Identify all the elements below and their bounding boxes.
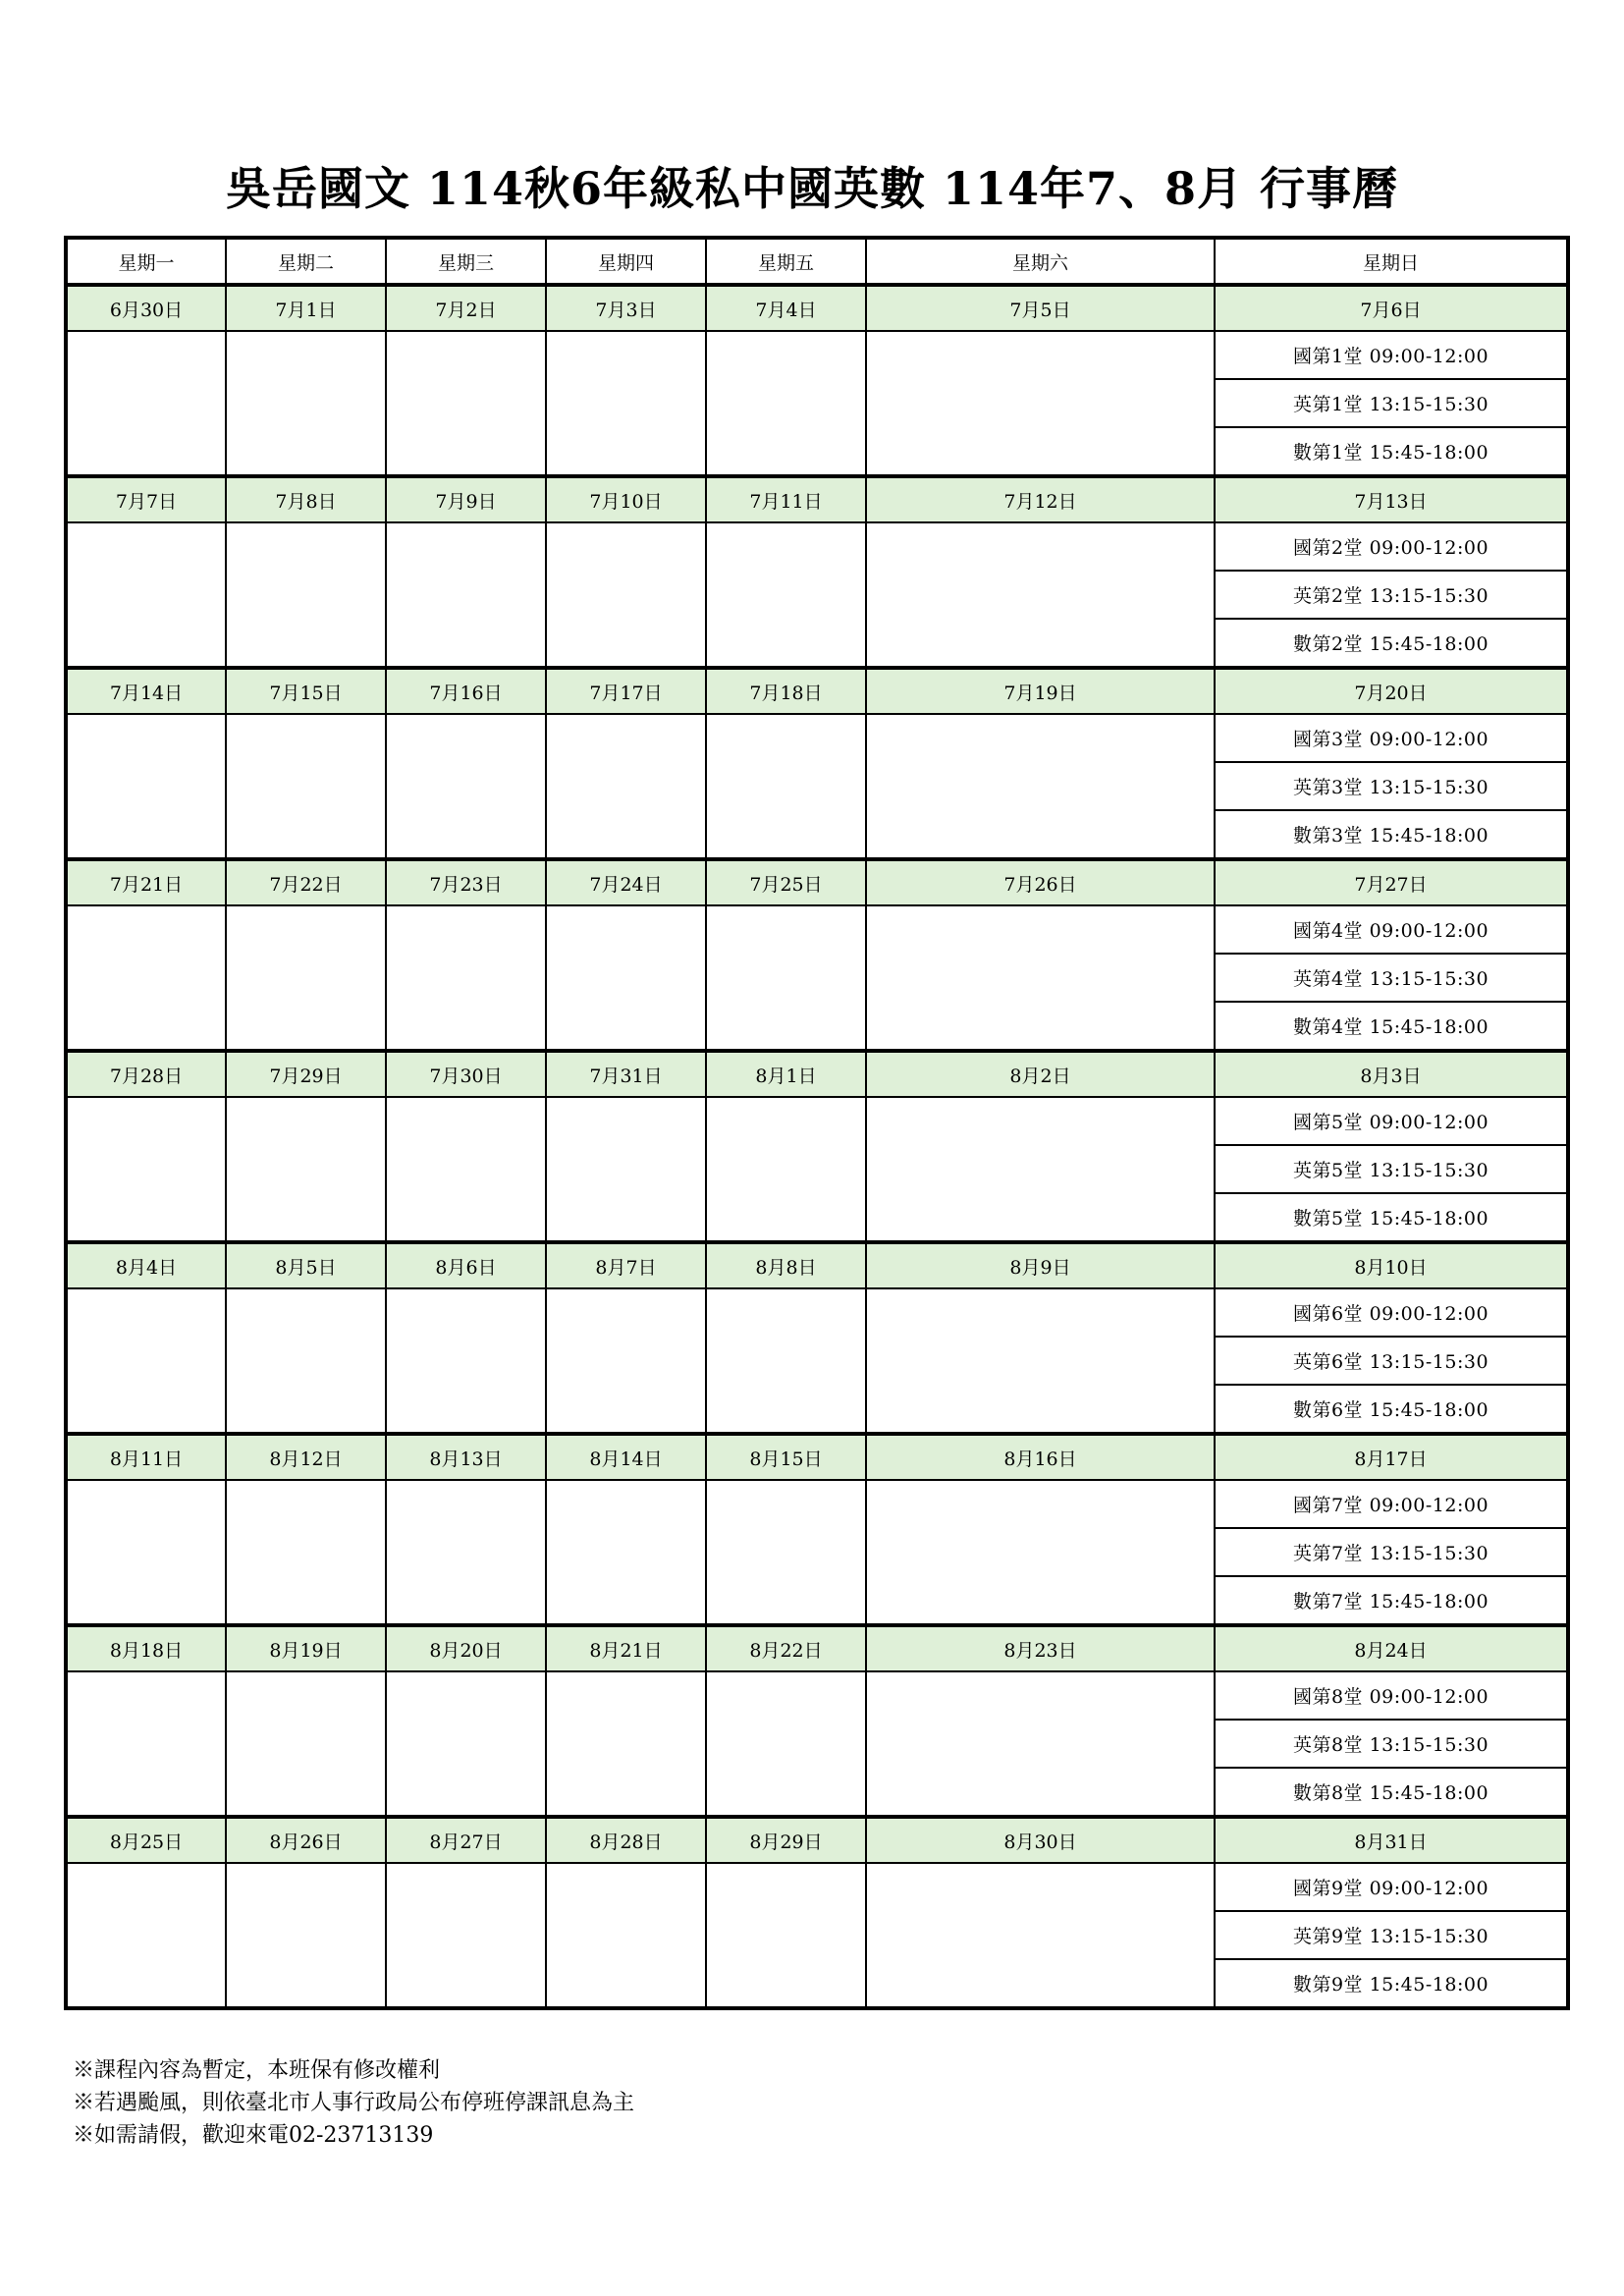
empty-day-cell (386, 714, 546, 859)
empty-day-cell (226, 522, 386, 668)
date-cell: 7月8日 (226, 476, 386, 522)
date-cell: 7月22日 (226, 859, 386, 905)
empty-day-cell (66, 1480, 226, 1625)
date-cell: 7月11日 (706, 476, 866, 522)
course-session-cell: 國第8堂 09:00-12:00 (1215, 1671, 1568, 1720)
date-cell: 7月3日 (546, 285, 706, 331)
date-cell: 7月16日 (386, 668, 546, 714)
date-cell: 8月26日 (226, 1817, 386, 1863)
date-cell: 8月25日 (66, 1817, 226, 1863)
weekday-header-row (66, 238, 1568, 285)
date-cell: 8月14日 (546, 1434, 706, 1480)
weekday-header-fri: 星期五 (706, 238, 866, 285)
empty-day-cell (546, 1097, 706, 1242)
date-cell: 7月10日 (546, 476, 706, 522)
date-cell: 7月25日 (706, 859, 866, 905)
course-session-cell: 國第3堂 09:00-12:00 (1215, 714, 1568, 762)
course-session-cell: 數第2堂 15:45-18:00 (1215, 619, 1568, 668)
date-cell: 7月28日 (66, 1051, 226, 1097)
course-session-cell: 英第7堂 13:15-15:30 (1215, 1528, 1568, 1576)
course-session-cell: 數第8堂 15:45-18:00 (1215, 1768, 1568, 1817)
date-cell: 7月4日 (706, 285, 866, 331)
session-row (66, 522, 1568, 571)
date-cell: 8月16日 (866, 1434, 1215, 1480)
date-cell: 8月11日 (66, 1434, 226, 1480)
empty-day-cell (66, 522, 226, 668)
empty-day-cell (226, 905, 386, 1051)
course-session-cell: 英第2堂 13:15-15:30 (1215, 571, 1568, 619)
empty-day-cell (706, 1863, 866, 2008)
date-cell: 8月17日 (1215, 1434, 1568, 1480)
empty-day-cell (866, 1288, 1215, 1434)
session-row (66, 331, 1568, 379)
week-date-row (66, 668, 1568, 714)
empty-day-cell (66, 331, 226, 476)
date-cell: 7月5日 (866, 285, 1215, 331)
empty-day-cell (706, 714, 866, 859)
empty-day-cell (226, 1671, 386, 1817)
date-cell: 8月20日 (386, 1625, 546, 1671)
course-session-cell: 英第3堂 13:15-15:30 (1215, 762, 1568, 810)
empty-day-cell (66, 714, 226, 859)
empty-day-cell (706, 1671, 866, 1817)
weekday-header-sun: 星期日 (1215, 238, 1568, 285)
page-title: 吳岳國文 114秋6年級私中國英數 114年7、8月 行事曆 (225, 162, 1399, 215)
empty-day-cell (866, 714, 1215, 859)
empty-day-cell (66, 1288, 226, 1434)
empty-day-cell (866, 331, 1215, 476)
date-cell: 8月30日 (866, 1817, 1215, 1863)
date-cell: 7月24日 (546, 859, 706, 905)
empty-day-cell (866, 1671, 1215, 1817)
session-row (66, 714, 1568, 762)
empty-day-cell (706, 1480, 866, 1625)
empty-day-cell (866, 522, 1215, 668)
date-cell: 7月14日 (66, 668, 226, 714)
date-cell: 7月17日 (546, 668, 706, 714)
date-cell: 7月7日 (66, 476, 226, 522)
empty-day-cell (386, 1097, 546, 1242)
empty-day-cell (386, 522, 546, 668)
course-session-cell: 數第4堂 15:45-18:00 (1215, 1002, 1568, 1051)
date-cell: 8月5日 (226, 1242, 386, 1288)
empty-day-cell (386, 905, 546, 1051)
empty-day-cell (546, 714, 706, 859)
date-cell: 6月30日 (66, 285, 226, 331)
empty-day-cell (706, 905, 866, 1051)
course-session-cell: 數第1堂 15:45-18:00 (1215, 427, 1568, 476)
date-cell: 8月22日 (706, 1625, 866, 1671)
empty-day-cell (226, 1097, 386, 1242)
week-date-row (66, 1242, 1568, 1288)
empty-day-cell (226, 714, 386, 859)
empty-day-cell (546, 1863, 706, 2008)
course-session-cell: 數第7堂 15:45-18:00 (1215, 1576, 1568, 1625)
date-cell: 8月19日 (226, 1625, 386, 1671)
empty-day-cell (386, 1863, 546, 2008)
date-cell: 8月18日 (66, 1625, 226, 1671)
session-row (66, 1671, 1568, 1720)
course-session-cell: 數第3堂 15:45-18:00 (1215, 810, 1568, 859)
empty-day-cell (66, 1097, 226, 1242)
course-session-cell: 英第1堂 13:15-15:30 (1215, 379, 1568, 427)
empty-day-cell (866, 1480, 1215, 1625)
date-cell: 7月15日 (226, 668, 386, 714)
empty-day-cell (66, 905, 226, 1051)
course-session-cell: 英第6堂 13:15-15:30 (1215, 1337, 1568, 1385)
empty-day-cell (546, 1671, 706, 1817)
date-cell: 7月27日 (1215, 859, 1568, 905)
date-cell: 8月9日 (866, 1242, 1215, 1288)
weekday-header-tue: 星期二 (226, 238, 386, 285)
date-cell: 8月6日 (386, 1242, 546, 1288)
empty-day-cell (226, 331, 386, 476)
date-cell: 8月23日 (866, 1625, 1215, 1671)
empty-day-cell (546, 1480, 706, 1625)
week-date-row (66, 1817, 1568, 1863)
week-date-row (66, 1051, 1568, 1097)
course-session-cell: 國第2堂 09:00-12:00 (1215, 522, 1568, 571)
date-cell: 8月10日 (1215, 1242, 1568, 1288)
week-date-row (66, 476, 1568, 522)
date-cell: 7月1日 (226, 285, 386, 331)
date-cell: 8月7日 (546, 1242, 706, 1288)
course-session-cell: 英第5堂 13:15-15:30 (1215, 1145, 1568, 1193)
weekday-header-thu: 星期四 (546, 238, 706, 285)
date-cell: 8月24日 (1215, 1625, 1568, 1671)
date-cell: 8月15日 (706, 1434, 866, 1480)
empty-day-cell (706, 522, 866, 668)
empty-day-cell (866, 1097, 1215, 1242)
date-cell: 8月29日 (706, 1817, 866, 1863)
weekday-header-sat: 星期六 (866, 238, 1215, 285)
date-cell: 8月13日 (386, 1434, 546, 1480)
course-session-cell: 數第5堂 15:45-18:00 (1215, 1193, 1568, 1242)
date-cell: 8月21日 (546, 1625, 706, 1671)
notes (73, 2054, 634, 2152)
weekday-header-mon: 星期一 (66, 238, 226, 285)
empty-day-cell (66, 1671, 226, 1817)
course-session-cell: 國第1堂 09:00-12:00 (1215, 331, 1568, 379)
date-cell: 8月28日 (546, 1817, 706, 1863)
session-row (66, 905, 1568, 954)
course-session-cell: 國第9堂 09:00-12:00 (1215, 1863, 1568, 1911)
date-cell: 7月2日 (386, 285, 546, 331)
empty-day-cell (706, 1097, 866, 1242)
empty-day-cell (386, 1671, 546, 1817)
course-session-cell: 英第4堂 13:15-15:30 (1215, 954, 1568, 1002)
note-line: ※如需請假，歡迎來電02-23713139 (73, 2123, 434, 2148)
course-session-cell: 數第6堂 15:45-18:00 (1215, 1385, 1568, 1434)
session-row (66, 1288, 1568, 1337)
empty-day-cell (386, 1480, 546, 1625)
date-cell: 8月31日 (1215, 1817, 1568, 1863)
empty-day-cell (546, 522, 706, 668)
session-row (66, 1480, 1568, 1528)
date-cell: 7月20日 (1215, 668, 1568, 714)
empty-day-cell (866, 1863, 1215, 2008)
calendar-body (66, 238, 1568, 2008)
session-row (66, 1097, 1568, 1145)
date-cell: 7月21日 (66, 859, 226, 905)
calendar-table (64, 236, 1570, 2010)
date-cell: 7月6日 (1215, 285, 1568, 331)
date-cell: 7月31日 (546, 1051, 706, 1097)
note-line: ※課程內容為暫定，本班保有修改權利 (73, 2058, 441, 2083)
empty-day-cell (66, 1863, 226, 2008)
date-cell: 7月26日 (866, 859, 1215, 905)
date-cell: 8月2日 (866, 1051, 1215, 1097)
week-date-row (66, 859, 1568, 905)
date-cell: 7月12日 (866, 476, 1215, 522)
session-row (66, 1863, 1568, 1911)
date-cell: 8月8日 (706, 1242, 866, 1288)
date-cell: 7月29日 (226, 1051, 386, 1097)
course-session-cell: 數第9堂 15:45-18:00 (1215, 1959, 1568, 2008)
course-session-cell: 英第8堂 13:15-15:30 (1215, 1720, 1568, 1768)
date-cell: 8月27日 (386, 1817, 546, 1863)
course-session-cell: 國第5堂 09:00-12:00 (1215, 1097, 1568, 1145)
empty-day-cell (226, 1863, 386, 2008)
note-line: ※若遇颱風，則依臺北市人事行政局公布停班停課訊息為主 (73, 2091, 635, 2115)
date-cell: 7月19日 (866, 668, 1215, 714)
course-session-cell: 國第4堂 09:00-12:00 (1215, 905, 1568, 954)
week-date-row (66, 1434, 1568, 1480)
date-cell: 7月23日 (386, 859, 546, 905)
empty-day-cell (546, 905, 706, 1051)
empty-day-cell (546, 331, 706, 476)
date-cell: 8月12日 (226, 1434, 386, 1480)
course-session-cell: 國第6堂 09:00-12:00 (1215, 1288, 1568, 1337)
empty-day-cell (866, 905, 1215, 1051)
date-cell: 7月9日 (386, 476, 546, 522)
empty-day-cell (546, 1288, 706, 1434)
empty-day-cell (706, 331, 866, 476)
date-cell: 7月18日 (706, 668, 866, 714)
week-date-row (66, 285, 1568, 331)
date-cell: 8月1日 (706, 1051, 866, 1097)
weekday-header-wed: 星期三 (386, 238, 546, 285)
date-cell: 7月13日 (1215, 476, 1568, 522)
empty-day-cell (706, 1288, 866, 1434)
empty-day-cell (226, 1480, 386, 1625)
date-cell: 7月30日 (386, 1051, 546, 1097)
empty-day-cell (386, 1288, 546, 1434)
week-date-row (66, 1625, 1568, 1671)
course-session-cell: 英第9堂 13:15-15:30 (1215, 1911, 1568, 1959)
date-cell: 8月3日 (1215, 1051, 1568, 1097)
empty-day-cell (226, 1288, 386, 1434)
empty-day-cell (386, 331, 546, 476)
date-cell: 8月4日 (66, 1242, 226, 1288)
course-session-cell: 國第7堂 09:00-12:00 (1215, 1480, 1568, 1528)
